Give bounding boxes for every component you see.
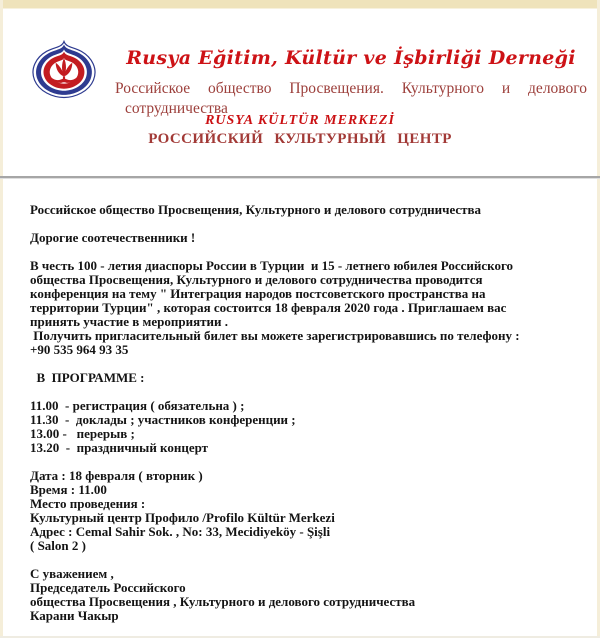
org-title-russian-line2: сотрудничества — [125, 99, 228, 117]
text-line: Время : 11.00 — [30, 482, 107, 497]
text-line: Место проведения : — [30, 496, 146, 511]
paragraph — [30, 371, 575, 385]
text-line: В честь 100 - летия диаспоры России в Турции и 15 - летнего юбилея Российского — [30, 258, 514, 273]
tulip-dome-emblem-icon — [26, 40, 102, 102]
text-line: Председатель Российского — [30, 580, 186, 595]
text-line: общества Просвещения , Культурного и делового сотрудничества — [30, 594, 416, 609]
paragraph — [30, 469, 575, 553]
text-line: территории Турции" , которая состоится 18 февраля 2020 года . Приглашаем вас — [30, 300, 507, 315]
text-line: Дорогие соотечественники ! — [30, 230, 196, 245]
body-text — [30, 203, 575, 623]
paragraph — [30, 259, 575, 357]
text-line: ( Salon 2 ) — [30, 538, 86, 553]
text-line: Дата : 18 февраля ( вторник ) — [30, 468, 203, 483]
org-title-turkish: Rusya Eğitim, Kültür ve İşbirliği Derneği — [126, 47, 576, 69]
text-line: Адрес : Cemal Sahir Sok. , No: 33, Mecidiyeköy - Şişli — [30, 524, 331, 539]
culture-center-title-turkish: RUSYA KÜLTÜR MERKEZİ — [205, 113, 395, 128]
paragraph — [30, 399, 575, 455]
paragraph — [30, 231, 575, 245]
text-line: Российское общество Просвещения, Культурного и делового сотрудничества — [30, 202, 482, 217]
culture-center-title-russian: РОССИЙСКИЙ КУЛЬТУРНЫЙ ЦЕНТР — [148, 131, 452, 147]
paragraph — [30, 203, 575, 217]
page-frame-left — [0, 0, 3, 638]
text-line: С уважением , — [30, 566, 114, 581]
text-line: конференция на тему " Интеграция народов постсоветского пространства на — [30, 286, 486, 301]
text-line: принять участие в мероприятии . — [30, 314, 228, 329]
text-line: 13.20 - праздничный концерт — [30, 440, 209, 455]
header-divider-line — [0, 176, 600, 179]
paragraph — [30, 567, 575, 623]
text-line: В ПРОГРАММЕ : — [30, 370, 145, 385]
text-line: +90 535 964 93 35 — [30, 342, 129, 357]
text-line: Получить пригласительный билет вы можете зарегистрировавшись по телефону : — [30, 328, 520, 343]
text-line: 11.30 - доклады ; участников конференции ; — [30, 412, 296, 427]
text-line: Карани Чакыр — [30, 608, 119, 623]
text-line: 11.00 - регистрация ( обязательна ) ; — [30, 398, 245, 413]
text-line: общества Просвещения, Культурного и делового сотрудничества проводится — [30, 272, 483, 287]
text-line: Культурный центр Профило /Profilo Kültür Merkezi — [30, 510, 335, 525]
text-line: 13.00 - перерыв ; — [30, 426, 135, 441]
page-frame-top — [0, 0, 600, 9]
org-title-russian-line1: Российское общество Просвещения. Культурного и делового — [115, 80, 587, 97]
